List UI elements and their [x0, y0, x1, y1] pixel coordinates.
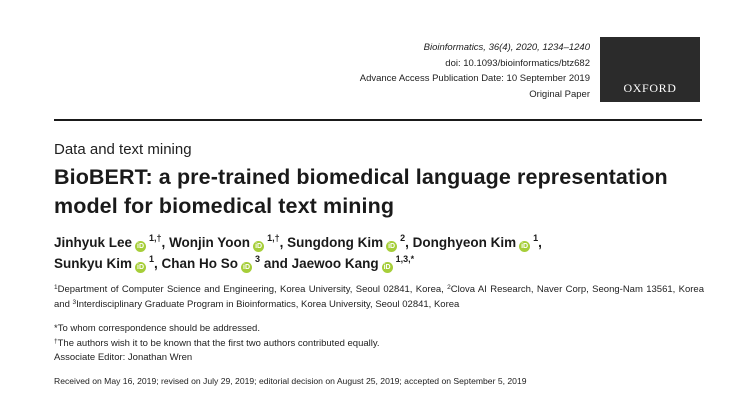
- author-affiliation-sup: 1: [533, 233, 539, 243]
- orcid-icon[interactable]: iD: [243, 264, 251, 271]
- affiliation-sup: 2: [447, 284, 451, 291]
- orcid-icon[interactable]: iD: [383, 264, 391, 271]
- author-affiliation-sup: 3: [255, 254, 261, 264]
- footnotes: [54, 322, 704, 366]
- author-6[interactable]: [162, 256, 292, 271]
- author-affiliation-sup: 1,†: [267, 233, 280, 243]
- affiliation-text: Department of Computer Science and Engineering, Korea University, Seoul 02841, Korea,: [57, 284, 448, 295]
- publication-info: [360, 40, 590, 102]
- author-separator: ,: [538, 235, 542, 250]
- associate-editor: Associate Editor: Jonathan Wren: [54, 352, 193, 363]
- affiliation-sup: 3: [72, 299, 77, 306]
- author-affiliation-sup: 1: [149, 254, 155, 264]
- advance-access-date: Advance Access Publication Date: 10 September 2019: [359, 73, 590, 84]
- author-4[interactable]: [413, 235, 542, 250]
- affiliation-text: Clova AI Research, Naver Corp, Seong-Nam 13561, Korea and: [54, 284, 704, 310]
- author-separator: and: [260, 256, 292, 271]
- author-name: Sunkyu Kim: [54, 256, 133, 271]
- author-separator: ,: [154, 256, 162, 271]
- author-name: Donghyeon Kim: [412, 235, 517, 250]
- author-separator: ,: [405, 235, 413, 250]
- affiliation-text: Interdisciplinary Graduate Program in Bioinformatics, Korea University, Seoul 02841, Korea: [76, 299, 460, 310]
- paper-type: Original Paper: [529, 88, 590, 100]
- author-name: Jaewoo Kang: [291, 256, 379, 271]
- affiliations: [54, 282, 704, 312]
- oxford-logo: [600, 37, 700, 102]
- doi-text[interactable]: doi: 10.1093/bioinformatics/btz682: [445, 57, 590, 69]
- header-rule: [54, 119, 702, 121]
- equal-contribution-note: [54, 337, 704, 352]
- author-affiliation-sup: 1,†: [149, 233, 162, 243]
- orcid-icon[interactable]: iD: [521, 243, 529, 250]
- received-dates: Received on May 16, 2019; revised on July 29, 2019; editorial decision on August 25, 2019; accepted on September 5, 2019: [54, 376, 527, 386]
- orcid-icon[interactable]: iD: [255, 243, 263, 250]
- orcid-icon[interactable]: iD: [137, 243, 145, 250]
- paper-title: BioBERT: a pre-trained biomedical language representation model for biomedical text mining: [54, 165, 668, 218]
- author-5[interactable]: [54, 256, 162, 271]
- author-separator: ,: [161, 235, 170, 250]
- correspondence-note: *To whom correspondence should be addressed.: [54, 323, 260, 334]
- author-3[interactable]: [287, 235, 413, 250]
- author-affiliation-sup: 2: [400, 233, 406, 243]
- dagger-sup: †: [54, 337, 58, 345]
- author-2[interactable]: [169, 235, 287, 250]
- section-heading: Data and text mining: [54, 141, 192, 158]
- author-name: Wonjin Yoon: [169, 235, 251, 250]
- author-separator: ,: [279, 235, 288, 250]
- equal-contribution-text: The authors wish it to be known that the first two authors contributed equally.: [57, 337, 380, 349]
- author-affiliation-sup: 1,3,*: [395, 254, 415, 264]
- author-name: Jinhyuk Lee: [54, 235, 133, 250]
- orcid-icon[interactable]: iD: [137, 264, 145, 271]
- orcid-icon[interactable]: iD: [388, 243, 396, 250]
- author-1[interactable]: [54, 235, 169, 250]
- journal-citation: Bioinformatics, 36(4), 2020, 1234–1240: [423, 42, 590, 53]
- author-name: Sungdong Kim: [287, 235, 384, 250]
- oxford-logo-text: OXFORD: [623, 81, 677, 95]
- affiliation-sup: 1: [54, 284, 58, 291]
- author-name: Chan Ho So: [161, 256, 239, 271]
- author-list: [54, 232, 704, 274]
- author-7[interactable]: [292, 256, 415, 271]
